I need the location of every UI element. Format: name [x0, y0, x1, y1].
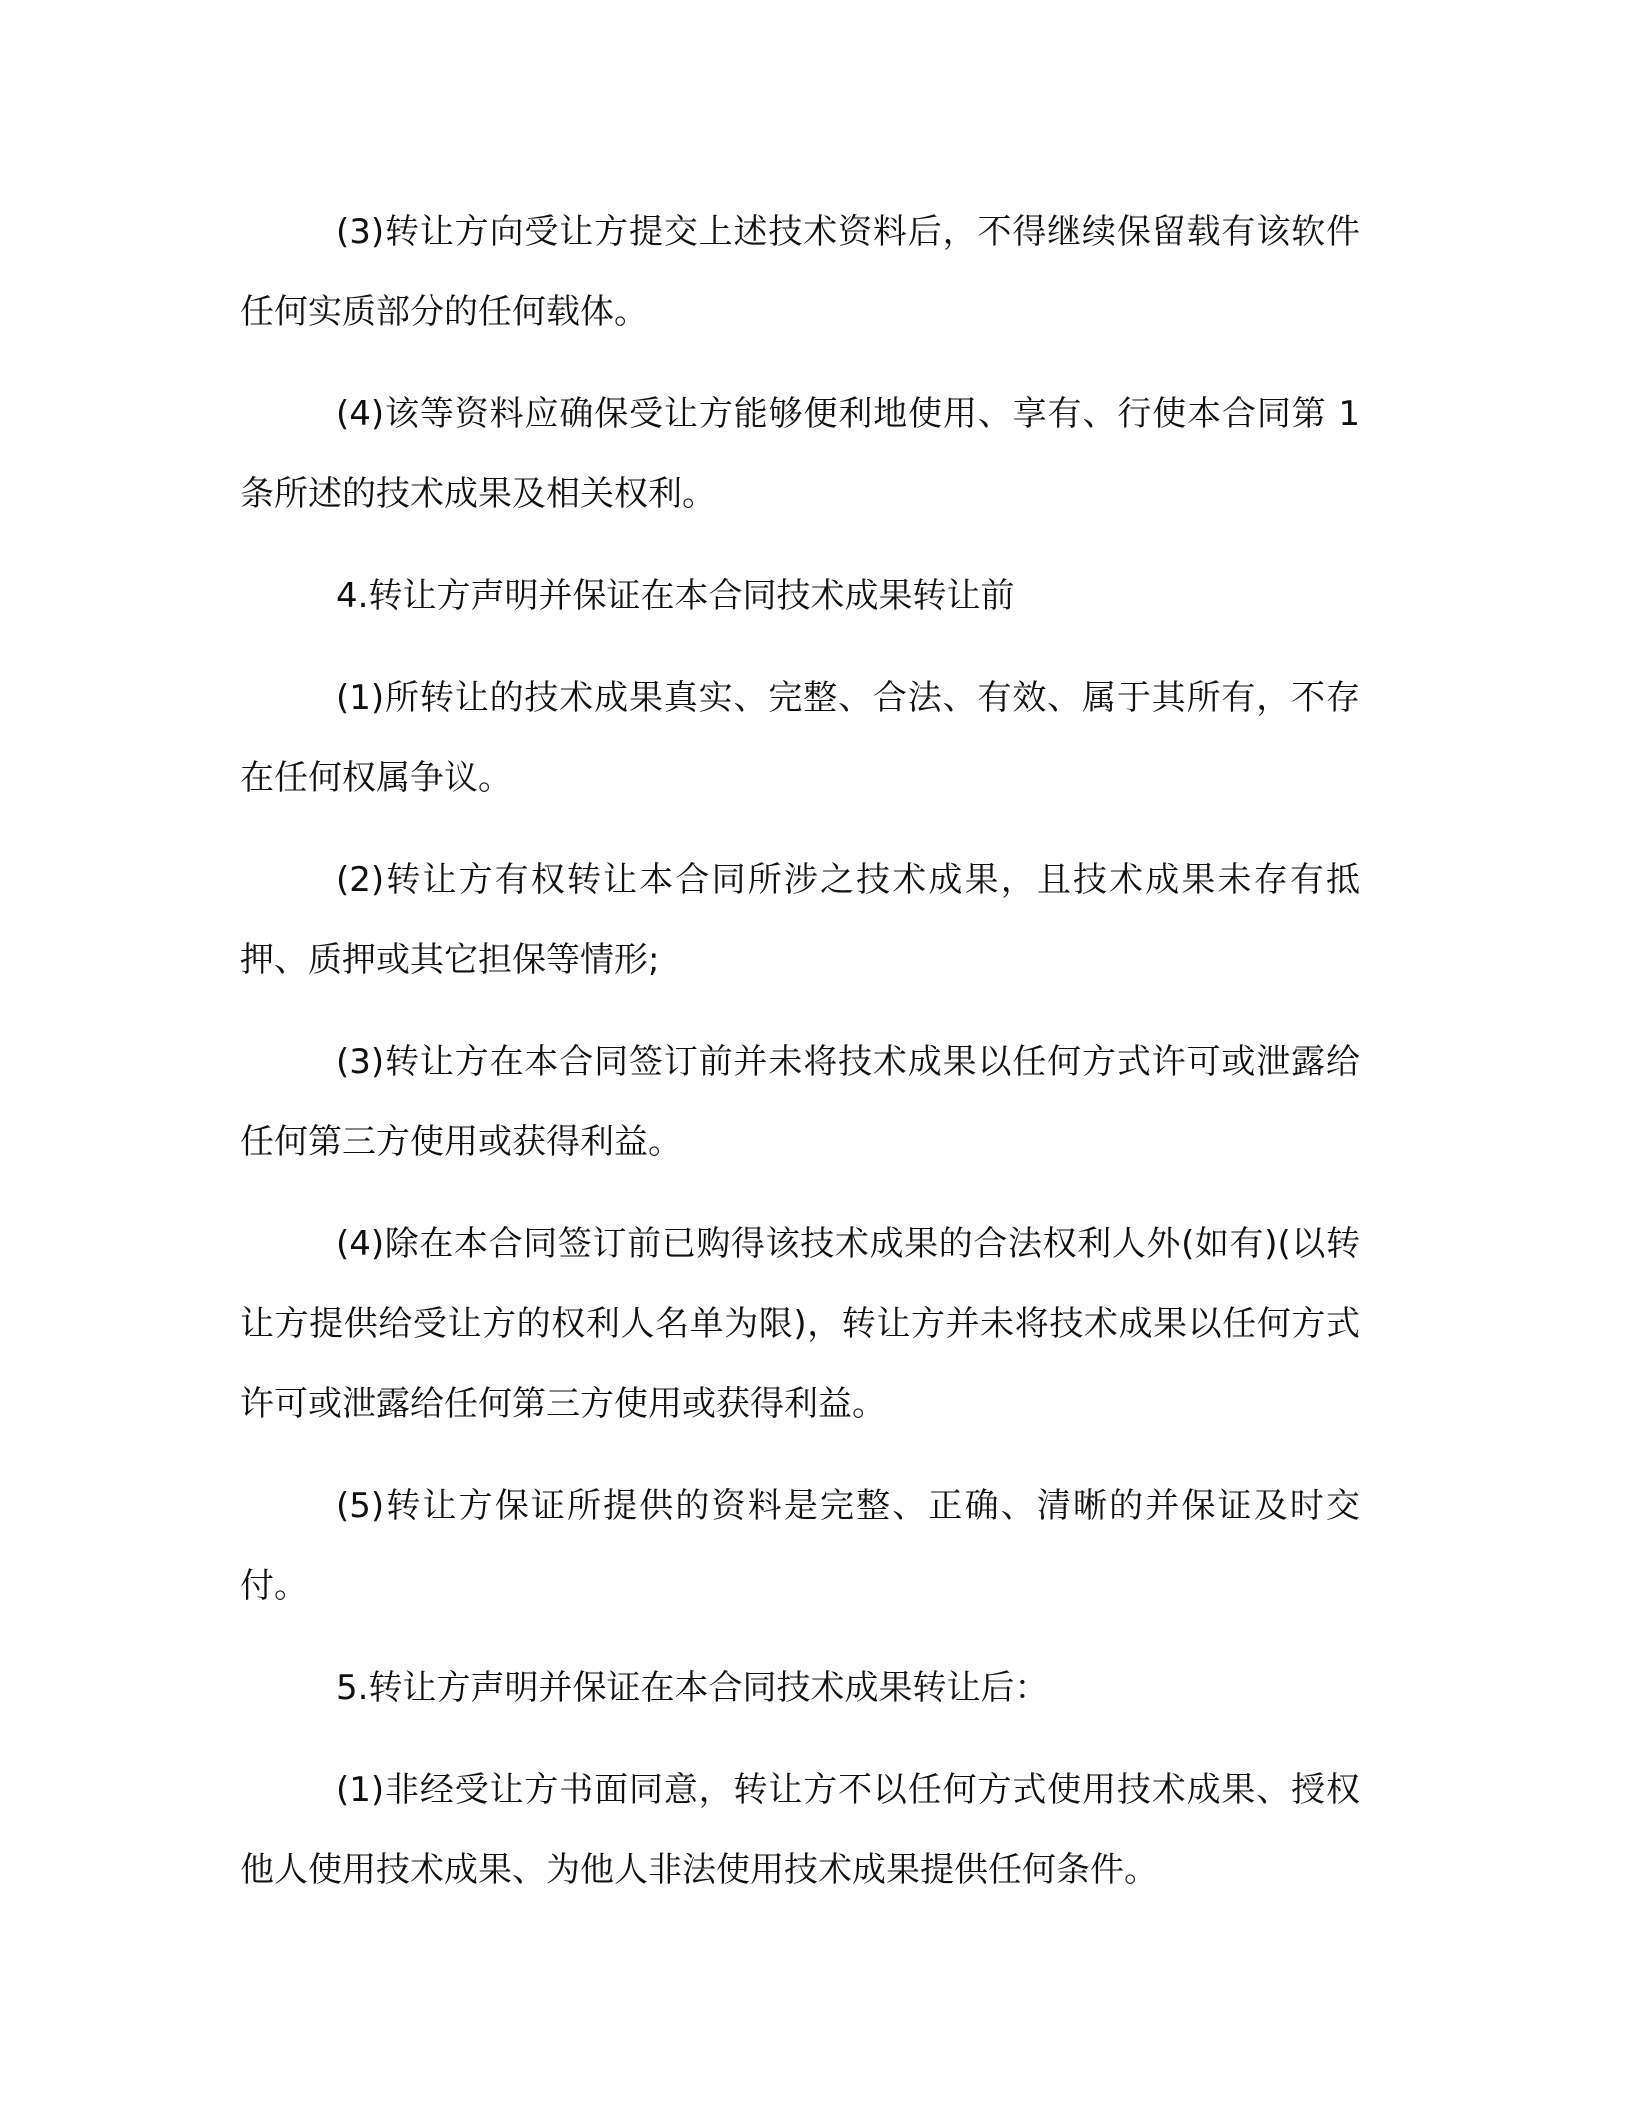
- paragraph-4-2: (2)转让方有权转让本合同所涉之技术成果，且技术成果未存有抵押、质押或其它担保等情形;: [240, 860, 1360, 980]
- section-5-heading: 5.转让方声明并保证在本合同技术成果转让后：: [336, 1668, 1049, 1708]
- paragraph-4-1: (1)所转让的技术成果真实、完整、合法、有效、属于其所有，不存在任何权属争议。: [240, 678, 1360, 798]
- document-body: [240, 192, 1360, 1932]
- paragraph-3-3: (3)转让方向受让方提交上述技术资料后，不得继续保留载有该软件任何实质部分的任何载体。: [240, 212, 1360, 332]
- paragraph-4-5: (5)转让方保证所提供的资料是完整、正确、清晰的并保证及时交付。: [240, 1486, 1360, 1606]
- paragraph-5-1: (1)非经受让方书面同意，转让方不以任何方式使用技术成果、授权他人使用技术成果、为他人非法使用技术成果提供任何条件。: [240, 1770, 1360, 1890]
- paragraph-4-4: (4)除在本合同签订前已购得该技术成果的合法权利人外(如有)(以转让方提供给受让方的权利人名单为限)，转让方并未将技术成果以任何方式许可或泄露给任何第三方使用或获得利益。: [240, 1224, 1360, 1424]
- section-4-heading: 4.转让方声明并保证在本合同技术成果转让前: [336, 576, 1015, 616]
- paragraph-4-3: (3)转让方在本合同签订前并未将技术成果以任何方式许可或泄露给任何第三方使用或获得利益。: [240, 1042, 1360, 1162]
- paragraph-3-4: (4)该等资料应确保受让方能够便利地使用、享有、行使本合同第 1 条所述的技术成果及相关权利。: [240, 394, 1360, 514]
